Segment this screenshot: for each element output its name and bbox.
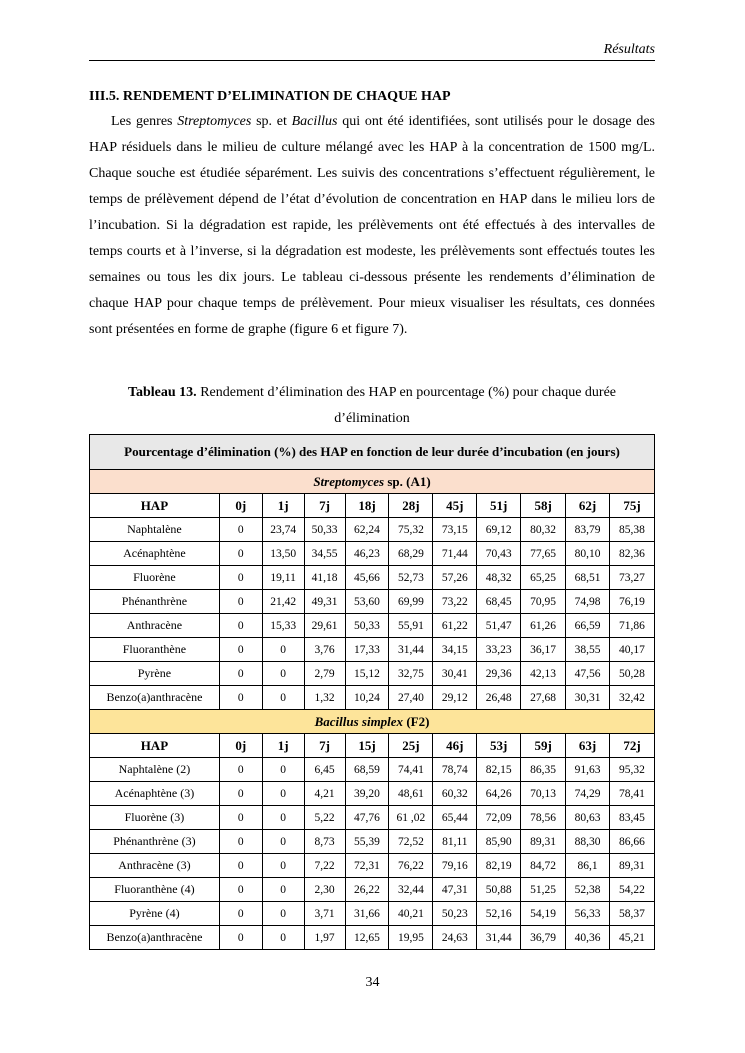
value-cell: 69,12 — [477, 518, 521, 542]
value-cell: 47,76 — [345, 806, 389, 830]
value-cell: 51,25 — [521, 878, 566, 902]
caption-label: Tableau 13. — [127, 385, 197, 400]
value-cell: 50,88 — [477, 878, 521, 902]
column-header: 58j — [521, 494, 566, 518]
hap-name-cell: Acénaphtène (3) — [90, 782, 220, 806]
table-caption — [89, 380, 655, 432]
value-cell: 7,22 — [304, 854, 345, 878]
page-number: 34 — [365, 975, 380, 990]
value-cell: 0 — [219, 662, 262, 686]
value-cell: 65,44 — [433, 806, 477, 830]
value-cell: 83,45 — [609, 806, 654, 830]
value-cell: 38,55 — [566, 638, 610, 662]
value-cell: 83,79 — [566, 518, 610, 542]
section-title: III.5. RENDEMENT D’ELIMINATION DE CHAQUE HAP — [89, 89, 451, 104]
value-cell: 72,31 — [345, 854, 389, 878]
value-cell: 0 — [219, 614, 262, 638]
value-cell: 15,33 — [262, 614, 304, 638]
value-cell: 32,42 — [609, 686, 654, 710]
value-cell: 78,41 — [609, 782, 654, 806]
column-header: 75j — [609, 494, 654, 518]
hap-name-cell: Fluoranthène — [90, 638, 220, 662]
value-cell: 0 — [219, 590, 262, 614]
value-cell: 73,22 — [433, 590, 477, 614]
strain-code: sp. (A1) — [384, 473, 431, 489]
value-cell: 30,41 — [433, 662, 477, 686]
value-cell: 15,12 — [345, 662, 389, 686]
value-cell: 78,74 — [433, 758, 477, 782]
value-cell: 84,72 — [521, 854, 566, 878]
table-row — [90, 878, 655, 902]
value-cell: 46,23 — [345, 542, 389, 566]
column-header: 45j — [433, 494, 477, 518]
hap-name-cell: Fluoranthène (4) — [90, 878, 220, 902]
value-cell: 1,32 — [304, 686, 345, 710]
column-header: HAP — [90, 734, 220, 758]
value-cell: 76,22 — [389, 854, 433, 878]
value-cell: 50,23 — [433, 902, 477, 926]
value-cell: 10,24 — [345, 686, 389, 710]
body-paragraph — [89, 109, 655, 343]
section-name — [90, 470, 655, 494]
hap-name-cell: Pyrène — [90, 662, 220, 686]
hap-name-cell: Anthracène — [90, 614, 220, 638]
value-cell: 0 — [219, 638, 262, 662]
value-cell: 0 — [219, 758, 262, 782]
value-cell: 75,32 — [389, 518, 433, 542]
table-row — [90, 590, 655, 614]
value-cell: 69,99 — [389, 590, 433, 614]
value-cell: 52,16 — [477, 902, 521, 926]
value-cell: 0 — [219, 878, 262, 902]
value-cell: 45,66 — [345, 566, 389, 590]
value-cell: 89,31 — [521, 830, 566, 854]
value-cell: 29,12 — [433, 686, 477, 710]
value-cell: 55,91 — [389, 614, 433, 638]
value-cell: 95,32 — [609, 758, 654, 782]
value-cell: 26,48 — [477, 686, 521, 710]
value-cell: 70,43 — [477, 542, 521, 566]
value-cell: 26,22 — [345, 878, 389, 902]
value-cell: 79,16 — [433, 854, 477, 878]
value-cell: 65,25 — [521, 566, 566, 590]
value-cell: 72,52 — [389, 830, 433, 854]
value-cell: 70,95 — [521, 590, 566, 614]
table-row — [90, 830, 655, 854]
column-header: 1j — [262, 734, 304, 758]
hap-name-cell: Fluorène (3) — [90, 806, 220, 830]
value-cell: 3,71 — [304, 902, 345, 926]
value-cell: 64,26 — [477, 782, 521, 806]
value-cell: 32,75 — [389, 662, 433, 686]
value-cell: 68,51 — [566, 566, 610, 590]
value-cell: 61 ,02 — [389, 806, 433, 830]
column-header: 72j — [609, 734, 654, 758]
value-cell: 82,15 — [477, 758, 521, 782]
value-cell: 71,44 — [433, 542, 477, 566]
value-cell: 53,60 — [345, 590, 389, 614]
value-cell: 51,47 — [477, 614, 521, 638]
value-cell: 74,29 — [566, 782, 610, 806]
running-header: Résultats — [89, 42, 655, 61]
value-cell: 19,95 — [389, 926, 433, 950]
value-cell: 86,66 — [609, 830, 654, 854]
value-cell: 71,86 — [609, 614, 654, 638]
value-cell: 0 — [219, 806, 262, 830]
value-cell: 80,32 — [521, 518, 566, 542]
section-name — [90, 710, 655, 734]
table-title: Pourcentage d’élimination (%) des HAP en fonction de leur durée d’incubation (en jours) — [90, 435, 655, 470]
column-header: 15j — [345, 734, 389, 758]
value-cell: 45,21 — [609, 926, 654, 950]
para-text: sp. et — [251, 114, 292, 129]
column-header-row — [90, 734, 655, 758]
table-row — [90, 902, 655, 926]
value-cell: 47,31 — [433, 878, 477, 902]
value-cell: 17,33 — [345, 638, 389, 662]
value-cell: 1,97 — [304, 926, 345, 950]
value-cell: 68,45 — [477, 590, 521, 614]
value-cell: 76,19 — [609, 590, 654, 614]
hap-name-cell: Acénaphtène — [90, 542, 220, 566]
value-cell: 50,33 — [345, 614, 389, 638]
value-cell: 70,13 — [521, 782, 566, 806]
caption-text: Rendement d’élimination des HAP en pourcentage (%) pour chaque durée d’élimination — [196, 385, 617, 426]
value-cell: 54,22 — [609, 878, 654, 902]
column-header: HAP — [90, 494, 220, 518]
value-cell: 30,31 — [566, 686, 610, 710]
table-row — [90, 806, 655, 830]
value-cell: 6,45 — [304, 758, 345, 782]
value-cell: 0 — [219, 902, 262, 926]
column-header: 51j — [477, 494, 521, 518]
value-cell: 2,79 — [304, 662, 345, 686]
para-text: Les genres — [111, 114, 178, 129]
value-cell: 40,17 — [609, 638, 654, 662]
column-header: 63j — [566, 734, 610, 758]
value-cell: 0 — [262, 926, 304, 950]
value-cell: 31,44 — [389, 638, 433, 662]
value-cell: 60,32 — [433, 782, 477, 806]
table-row — [90, 686, 655, 710]
table-row — [90, 662, 655, 686]
column-header: 25j — [389, 734, 433, 758]
value-cell: 12,65 — [345, 926, 389, 950]
value-cell: 0 — [219, 926, 262, 950]
value-cell: 48,61 — [389, 782, 433, 806]
strain-code: (F2) — [403, 713, 430, 729]
value-cell: 61,22 — [433, 614, 477, 638]
value-cell: 58,37 — [609, 902, 654, 926]
value-cell: 0 — [219, 782, 262, 806]
column-header: 46j — [433, 734, 477, 758]
value-cell: 80,63 — [566, 806, 610, 830]
value-cell: 36,79 — [521, 926, 566, 950]
value-cell: 0 — [219, 518, 262, 542]
table-row — [90, 566, 655, 590]
value-cell: 57,26 — [433, 566, 477, 590]
value-cell: 72,09 — [477, 806, 521, 830]
table-row — [90, 542, 655, 566]
column-header: 1j — [262, 494, 304, 518]
value-cell: 56,33 — [566, 902, 610, 926]
value-cell: 52,38 — [566, 878, 610, 902]
value-cell: 62,24 — [345, 518, 389, 542]
value-cell: 73,27 — [609, 566, 654, 590]
value-cell: 41,18 — [304, 566, 345, 590]
hap-name-cell: Pyrène (4) — [90, 902, 220, 926]
value-cell: 5,22 — [304, 806, 345, 830]
value-cell: 54,19 — [521, 902, 566, 926]
value-cell: 40,21 — [389, 902, 433, 926]
value-cell: 74,41 — [389, 758, 433, 782]
value-cell: 48,32 — [477, 566, 521, 590]
table-row — [90, 638, 655, 662]
value-cell: 0 — [262, 686, 304, 710]
table-row — [90, 782, 655, 806]
value-cell: 34,55 — [304, 542, 345, 566]
hap-name-cell: Fluorène — [90, 566, 220, 590]
table-row — [90, 926, 655, 950]
column-header: 28j — [389, 494, 433, 518]
value-cell: 0 — [219, 686, 262, 710]
value-cell: 34,15 — [433, 638, 477, 662]
organism-name: Streptomyces — [313, 473, 385, 489]
value-cell: 29,36 — [477, 662, 521, 686]
value-cell: 86,35 — [521, 758, 566, 782]
value-cell: 4,21 — [304, 782, 345, 806]
table-row — [90, 518, 655, 542]
value-cell: 52,73 — [389, 566, 433, 590]
value-cell: 68,29 — [389, 542, 433, 566]
value-cell: 21,42 — [262, 590, 304, 614]
value-cell: 0 — [262, 854, 304, 878]
value-cell: 50,28 — [609, 662, 654, 686]
value-cell: 8,73 — [304, 830, 345, 854]
value-cell: 13,50 — [262, 542, 304, 566]
value-cell: 82,19 — [477, 854, 521, 878]
value-cell: 0 — [219, 854, 262, 878]
column-header: 7j — [304, 494, 345, 518]
value-cell: 2,30 — [304, 878, 345, 902]
value-cell: 80,10 — [566, 542, 610, 566]
column-header: 53j — [477, 734, 521, 758]
hap-name-cell: Naphtalène — [90, 518, 220, 542]
value-cell: 27,68 — [521, 686, 566, 710]
value-cell: 47,56 — [566, 662, 610, 686]
hap-name-cell: Naphtalène (2) — [90, 758, 220, 782]
value-cell: 0 — [219, 542, 262, 566]
value-cell: 68,59 — [345, 758, 389, 782]
value-cell: 29,61 — [304, 614, 345, 638]
value-cell: 0 — [262, 902, 304, 926]
value-cell: 81,11 — [433, 830, 477, 854]
value-cell: 32,44 — [389, 878, 433, 902]
hap-name-cell: Benzo(a)anthracène — [90, 686, 220, 710]
value-cell: 39,20 — [345, 782, 389, 806]
table-row — [90, 758, 655, 782]
value-cell: 86,1 — [566, 854, 610, 878]
value-cell: 19,11 — [262, 566, 304, 590]
value-cell: 40,36 — [566, 926, 610, 950]
value-cell: 42,13 — [521, 662, 566, 686]
column-header: 62j — [566, 494, 610, 518]
value-cell: 0 — [262, 830, 304, 854]
value-cell: 73,15 — [433, 518, 477, 542]
value-cell: 74,98 — [566, 590, 610, 614]
value-cell: 91,63 — [566, 758, 610, 782]
value-cell: 0 — [262, 806, 304, 830]
value-cell: 0 — [262, 638, 304, 662]
value-cell: 77,65 — [521, 542, 566, 566]
hap-name-cell: Phénanthrène — [90, 590, 220, 614]
value-cell: 0 — [262, 878, 304, 902]
value-cell: 31,44 — [477, 926, 521, 950]
column-header-row — [90, 494, 655, 518]
value-cell: 23,74 — [262, 518, 304, 542]
value-cell: 0 — [219, 566, 262, 590]
column-header: 0j — [219, 494, 262, 518]
value-cell: 27,40 — [389, 686, 433, 710]
value-cell: 61,26 — [521, 614, 566, 638]
value-cell: 49,31 — [304, 590, 345, 614]
value-cell: 31,66 — [345, 902, 389, 926]
value-cell: 55,39 — [345, 830, 389, 854]
column-header: 7j — [304, 734, 345, 758]
value-cell: 50,33 — [304, 518, 345, 542]
table-row — [90, 854, 655, 878]
hap-name-cell: Benzo(a)anthracène — [90, 926, 220, 950]
genus-streptomyces: Streptomyces — [177, 114, 252, 129]
value-cell: 36,17 — [521, 638, 566, 662]
value-cell: 0 — [262, 758, 304, 782]
hap-name-cell: Phénanthrène (3) — [90, 830, 220, 854]
section-header-row — [90, 710, 655, 734]
elimination-table — [89, 434, 655, 950]
value-cell: 85,38 — [609, 518, 654, 542]
value-cell: 78,56 — [521, 806, 566, 830]
value-cell: 0 — [262, 662, 304, 686]
value-cell: 82,36 — [609, 542, 654, 566]
hap-name-cell: Anthracène (3) — [90, 854, 220, 878]
value-cell: 89,31 — [609, 854, 654, 878]
value-cell: 85,90 — [477, 830, 521, 854]
value-cell: 0 — [262, 782, 304, 806]
value-cell: 0 — [219, 830, 262, 854]
genus-bacillus: Bacillus — [291, 114, 338, 129]
column-header: 0j — [219, 734, 262, 758]
value-cell: 66,59 — [566, 614, 610, 638]
para-text: qui ont été identifiées, sont utilisés pour le dosage des HAP résiduels dans le milieu de culture mélangé avec les HAP à la concentration de 1500 mg/L. Chaque souche est étudiée séparément. Les suivis des concentrations s’effectuent régulièrement, le temps de prélèvement dépend de l’état d’évolution de concentration en HAP dans le milieu lors de l’incubation. Si la dégradation est rapide, les prélèvements ont été effectués à des intervalles de temps courts et à l’inverse, si la dégradation est modeste, les prélèvements sont effectués toutes les semaines ou tous les dix jours. Le tableau ci-dessous présente les rendements d’élimination de chaque HAP pour chaque temps de prélèvement. Pour mieux visualiser les résultats, ces données sont présentées en forme de graphe (figure 6 et figure 7). — [89, 114, 655, 337]
value-cell: 88,30 — [566, 830, 610, 854]
value-cell: 3,76 — [304, 638, 345, 662]
value-cell: 24,63 — [433, 926, 477, 950]
value-cell: 33,23 — [477, 638, 521, 662]
table-row — [90, 614, 655, 638]
column-header: 59j — [521, 734, 566, 758]
organism-name: Bacillus simplex — [314, 713, 404, 729]
column-header: 18j — [345, 494, 389, 518]
section-header-row — [90, 470, 655, 494]
